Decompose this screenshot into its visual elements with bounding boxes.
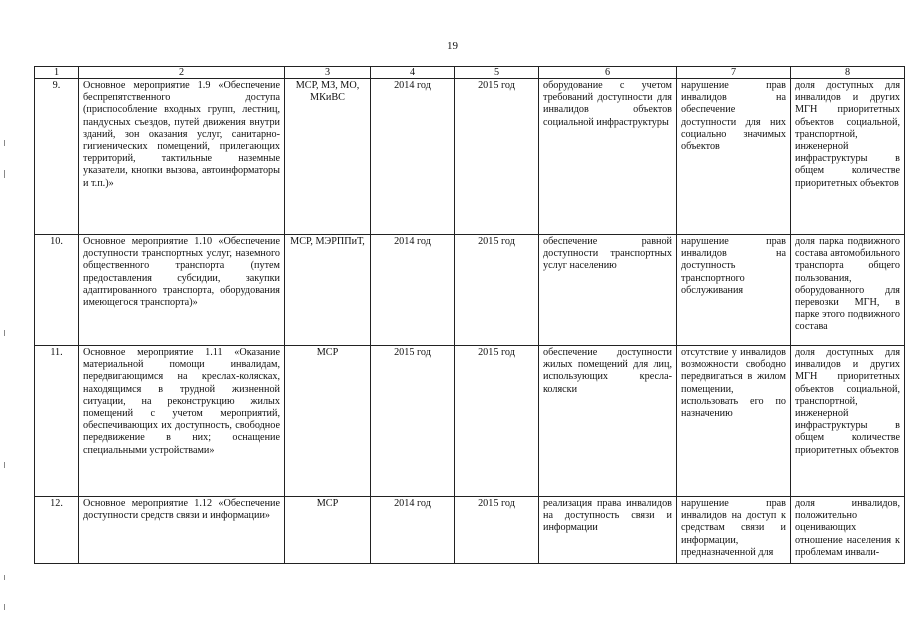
column-header: 1 bbox=[35, 67, 79, 79]
start-year-cell: 2014 год bbox=[371, 79, 455, 235]
start-year-cell: 2014 год bbox=[371, 235, 455, 346]
result-cell: оборудование с учетом требований доступности для инвалидов объектов социальной инфраструктуры bbox=[539, 79, 677, 235]
consequence-text: нарушение прав инвалидов на доступ к средствам связи и информации, предназначенной для bbox=[681, 498, 786, 558]
end-year-cell: 2015 год bbox=[455, 235, 539, 346]
indicator-cell: доля доступных для инвалидов и других МГН приоритетных объектов социальной, транспортной, инженерной инфраструктуры в общем количестве приоритетных объектов bbox=[791, 346, 905, 497]
table-row bbox=[35, 497, 905, 564]
table-row bbox=[35, 346, 905, 497]
indicator-text: доля инвалидов, положительно оценивающих отношение населения к проблемам инвали- bbox=[795, 498, 900, 558]
indicator-cell: доля доступных для инвалидов и других МГН приоритетных объектов социальной, транспортной, инженерной инфраструктуры в общем количестве приоритетных объектов bbox=[791, 79, 905, 235]
margin-mark bbox=[4, 604, 5, 610]
consequence-cell: отсутствие у инвалидов возможности свободно передвигаться в жилом помещении, использовать его по назначению bbox=[677, 346, 791, 497]
result-cell: реализация права инвалидов на доступность связи и информации bbox=[539, 497, 677, 564]
margin-mark bbox=[4, 170, 5, 178]
row-number: 12. bbox=[35, 497, 79, 564]
consequence-cell: нарушение прав инвалидов на обеспечение доступности для них социально значимых объектов bbox=[677, 79, 791, 235]
margin-mark bbox=[4, 330, 5, 336]
consequence-cell: нарушение прав инвалидов на доступность транспортного обслуживания bbox=[677, 235, 791, 346]
executor-cell: МСР, МЗ, МО, МКиВС bbox=[285, 79, 371, 235]
start-year-cell: 2014 год bbox=[371, 497, 455, 564]
end-year-cell: 2015 год bbox=[455, 497, 539, 564]
column-header: 5 bbox=[455, 67, 539, 79]
executor-cell: МСР bbox=[285, 346, 371, 497]
consequence-cell bbox=[677, 497, 791, 564]
page-number: 19 bbox=[447, 40, 458, 52]
result-cell: обеспечение доступности жилых помещений для лиц, использующих кресла-коляски bbox=[539, 346, 677, 497]
row-number: 10. bbox=[35, 235, 79, 346]
column-header: 6 bbox=[539, 67, 677, 79]
column-header: 8 bbox=[791, 67, 905, 79]
table-row bbox=[35, 79, 905, 235]
margin-mark bbox=[4, 575, 5, 580]
header-row bbox=[35, 67, 905, 79]
end-year-cell: 2015 год bbox=[455, 79, 539, 235]
measure-cell: Основное мероприятие 1.12 «Обеспечение доступности средств связи и информации» bbox=[79, 497, 285, 564]
row-number: 11. bbox=[35, 346, 79, 497]
measure-cell: Основное мероприятие 1.11 «Оказание материальной помощи инвалидам, передвигающимся на креслах-колясках, находящимся в трудной жизненной ситуации, на реконструкцию жилых помещений с учетом мероприятий, обеспечивающих их доступность, свободное передвижение в них; оснащение специальными устройствами» bbox=[79, 346, 285, 497]
column-header: 7 bbox=[677, 67, 791, 79]
measure-cell: Основное мероприятие 1.9 «Обеспечение беспрепятственного доступа (приспособление входных групп, лестниц, пандусных съездов, путей движения внутри зданий, зон оказания услуг, санитарно-гигиенических помещений, прилегающих территорий, тактильные наземные указатели, кнопки вызова, автоинформаторы и т.п.)» bbox=[79, 79, 285, 235]
end-year-cell: 2015 год bbox=[455, 346, 539, 497]
margin-mark bbox=[4, 462, 5, 468]
executor-cell: МСР bbox=[285, 497, 371, 564]
column-header: 4 bbox=[371, 67, 455, 79]
row-number: 9. bbox=[35, 79, 79, 235]
executor-cell: МСР, МЭРППиТ, bbox=[285, 235, 371, 346]
indicator-cell: доля парка подвижного состава автомобильного транспорта общего пользования, оборудованного для перевозки МГН, в парке этого подвижного состава bbox=[791, 235, 905, 346]
margin-mark bbox=[4, 140, 5, 146]
indicator-cell bbox=[791, 497, 905, 564]
column-header: 2 bbox=[79, 67, 285, 79]
column-header: 3 bbox=[285, 67, 371, 79]
result-cell: обеспечение равной доступности транспортных услуг населению bbox=[539, 235, 677, 346]
measure-cell: Основное мероприятие 1.10 «Обеспечение доступности транспортных услуг, наземного общественного транспорта (путем предоставления субсидии, закупки адаптированного транспорта, оборудования имеющегося транспорта)» bbox=[79, 235, 285, 346]
table-row bbox=[35, 235, 905, 346]
measures-table bbox=[34, 66, 905, 564]
start-year-cell: 2015 год bbox=[371, 346, 455, 497]
